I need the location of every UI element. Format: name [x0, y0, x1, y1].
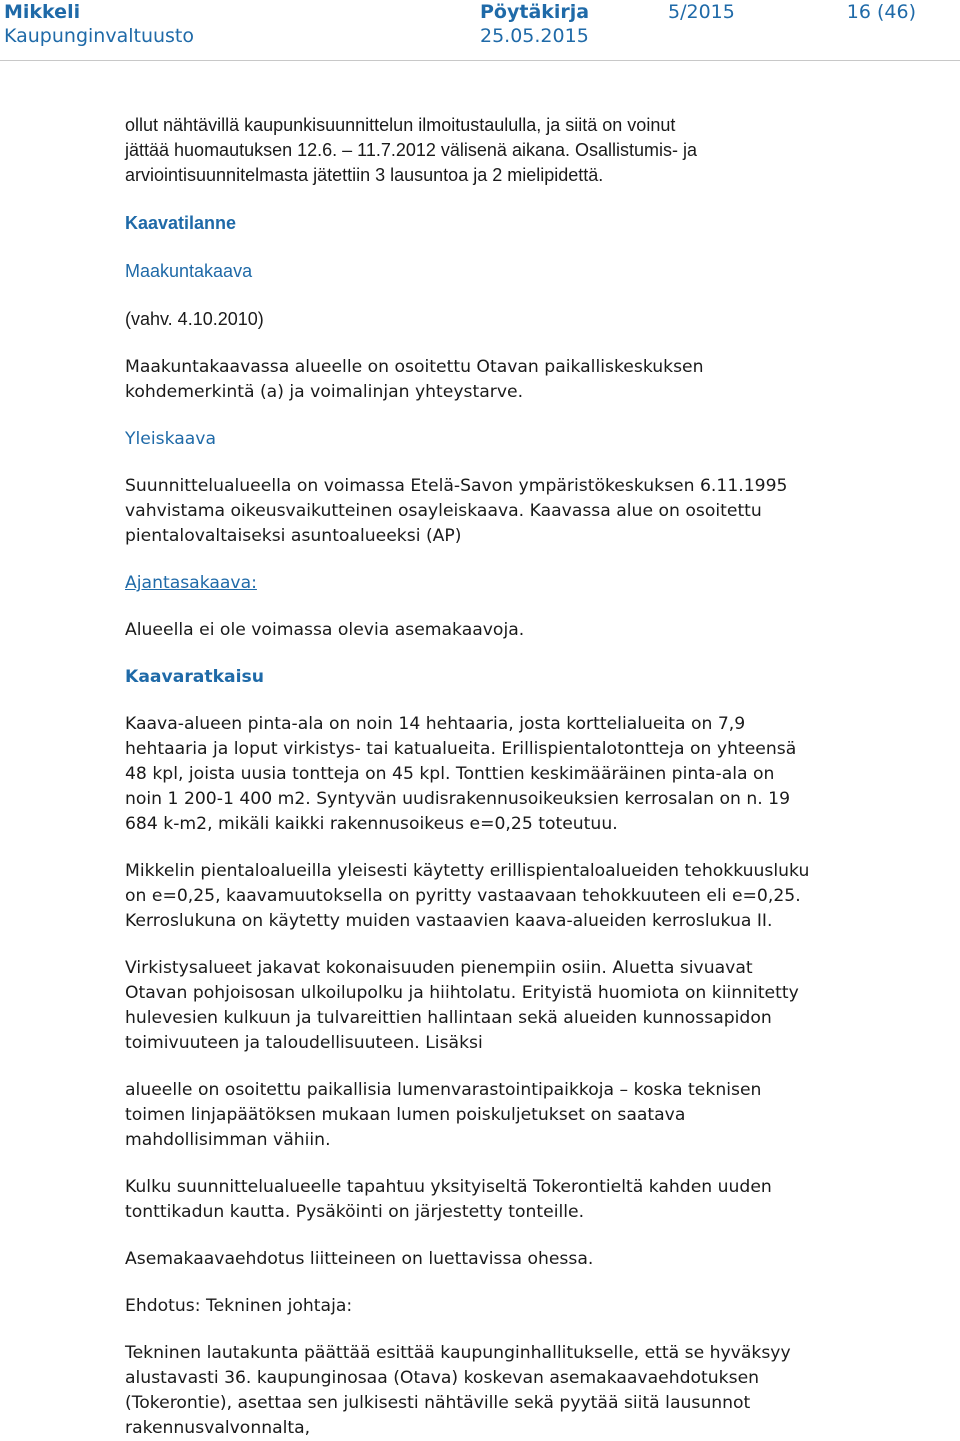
org-name: Mikkeli [4, 1, 81, 23]
document-body [125, 113, 915, 1441]
text-line: ollut nähtävillä kaupunkisuunnittelun ilmoitustaululla, ja siitä on voinut [125, 115, 676, 135]
text-line: pientalovaltaiseksi asuntoalueeksi (AP) [125, 526, 462, 546]
text-line: 684 k-m2, mikäli kaikki rakennusoikeus e=0,25 toteutuu. [125, 814, 618, 834]
text-line: vahvistama oikeusvaikutteinen osayleiskaava. Kaavassa alue on osoitettu [125, 501, 762, 521]
meeting-date: 25.05.2015 [480, 25, 589, 47]
text-line: rakennusvalvonnalta, [125, 1418, 311, 1438]
text-line: Virkistysalueet jakavat kokonaisuuden pienempiin osiin. Aluetta sivuavat [125, 958, 753, 978]
text-line: hulevesien kulkuun ja tulvareittien hallintaan sekä alueiden kunnossapidon [125, 1008, 772, 1028]
yleiskaava-paragraph [125, 474, 915, 549]
text-line: on e=0,25, kaavamuutoksella on pyritty vastaavaan tehokkuuteen eli e=0,25. [125, 886, 801, 906]
text-line: alueelle on osoitettu paikallisia lumenvarastointipaikkoja – koska teknisen [125, 1080, 762, 1100]
text-line: 48 kpl, joista uusia tontteja on 45 kpl. Tonttien keskimääräinen pinta-ala on [125, 764, 775, 784]
ajantasakaava-text: Alueella ei ole voimassa olevia asemakaavoja. [125, 620, 525, 640]
text-line: hehtaaria ja loput virkistys- tai katualueita. Erillispientalotontteja on yhteensä [125, 739, 797, 759]
text-line: arviointisuunnitelmasta jätettiin 3 lausuntoa ja 2 mielipidettä. [125, 165, 604, 185]
subheading-yleiskaava: Yleiskaava [125, 429, 216, 449]
text-line: noin 1 200-1 400 m2. Syntyvän uudisrakennusoikeuksien kerrosalan on n. 19 [125, 789, 791, 809]
page-number: 16 (46) [846, 1, 916, 23]
proposal-paragraph [125, 1341, 915, 1441]
kulku-paragraph [125, 1175, 915, 1225]
subheading-ajantasakaava: Ajantasakaava: [125, 573, 257, 593]
issue-number: 5/2015 [668, 1, 735, 23]
virkistys-paragraph [125, 956, 915, 1056]
lumi-paragraph [125, 1078, 915, 1153]
tehokkuus-paragraph [125, 859, 915, 934]
text-line: Kulku suunnittelualueelle tapahtuu yksityiseltä Tokerontieltä kahden uuden [125, 1177, 772, 1197]
proposal-label: Ehdotus: Tekninen johtaja: [125, 1296, 353, 1316]
attachment-note: Asemakaavaehdotus liitteineen on luettavissa ohessa. [125, 1249, 594, 1269]
text-line: toimivuuteen ja taloudellisuuteen. Lisäksi [125, 1033, 483, 1053]
text-line: Maakuntakaavassa alueelle on osoitettu Otavan paikalliskeskuksen [125, 357, 704, 377]
header-divider [0, 60, 960, 61]
text-line: Tekninen lautakunta päättää esittää kaupunginhallitukselle, että se hyväksyy [125, 1343, 791, 1363]
text-line: kohdemerkintä (a) ja voimalinjan yhteystarve. [125, 382, 524, 402]
subheading-maakuntakaava: Maakuntakaava [125, 261, 253, 281]
body-name: Kaupunginvaltuusto [4, 25, 195, 47]
maakuntakaava-paragraph [125, 355, 915, 405]
text-line: Suunnittelualueella on voimassa Etelä-Savon ympäristökeskuksen 6.11.1995 [125, 476, 788, 496]
text-line: Otavan pohjoisosan ulkoilupolku ja hiihtolatu. Erityistä huomiota on kiinnitetty [125, 983, 799, 1003]
confirmation-date: (vahv. 4.10.2010) [125, 309, 264, 329]
text-line: alustavasti 36. kaupunginosaa (Otava) koskevan asemakaavaehdotuksen [125, 1368, 760, 1388]
text-line: Mikkelin pientaloalueilla yleisesti käytetty erillispientaloalueiden tehokkuusluku [125, 861, 810, 881]
document-type: Pöytäkirja [480, 1, 590, 23]
text-line: (Tokerontie), asettaa sen julkisesti nähtäville sekä pyytää siitä lausunnot [125, 1393, 751, 1413]
document-header [0, 0, 960, 60]
intro-paragraph [125, 113, 915, 188]
section-heading-kaavaratkaisu: Kaavaratkaisu [125, 667, 264, 687]
kaavaratkaisu-paragraph [125, 712, 915, 837]
text-line: toimen linjapäätöksen mukaan lumen poiskuljetukset on saatava [125, 1105, 686, 1125]
text-line: jättää huomautuksen 12.6. – 11.7.2012 välisenä aikana. Osallistumis- ja [125, 140, 698, 160]
text-line: Kaava-alueen pinta-ala on noin 14 hehtaaria, josta korttelialueita on 7,9 [125, 714, 746, 734]
text-line: tonttikadun kautta. Pysäköinti on järjestetty tonteille. [125, 1202, 585, 1222]
text-line: mahdollisimman vähiin. [125, 1130, 331, 1150]
text-line: Kerroslukuna on käytetty muiden vastaavien kaava-alueiden kerroslukua II. [125, 911, 773, 931]
section-heading-kaavatilanne: Kaavatilanne [125, 213, 237, 233]
